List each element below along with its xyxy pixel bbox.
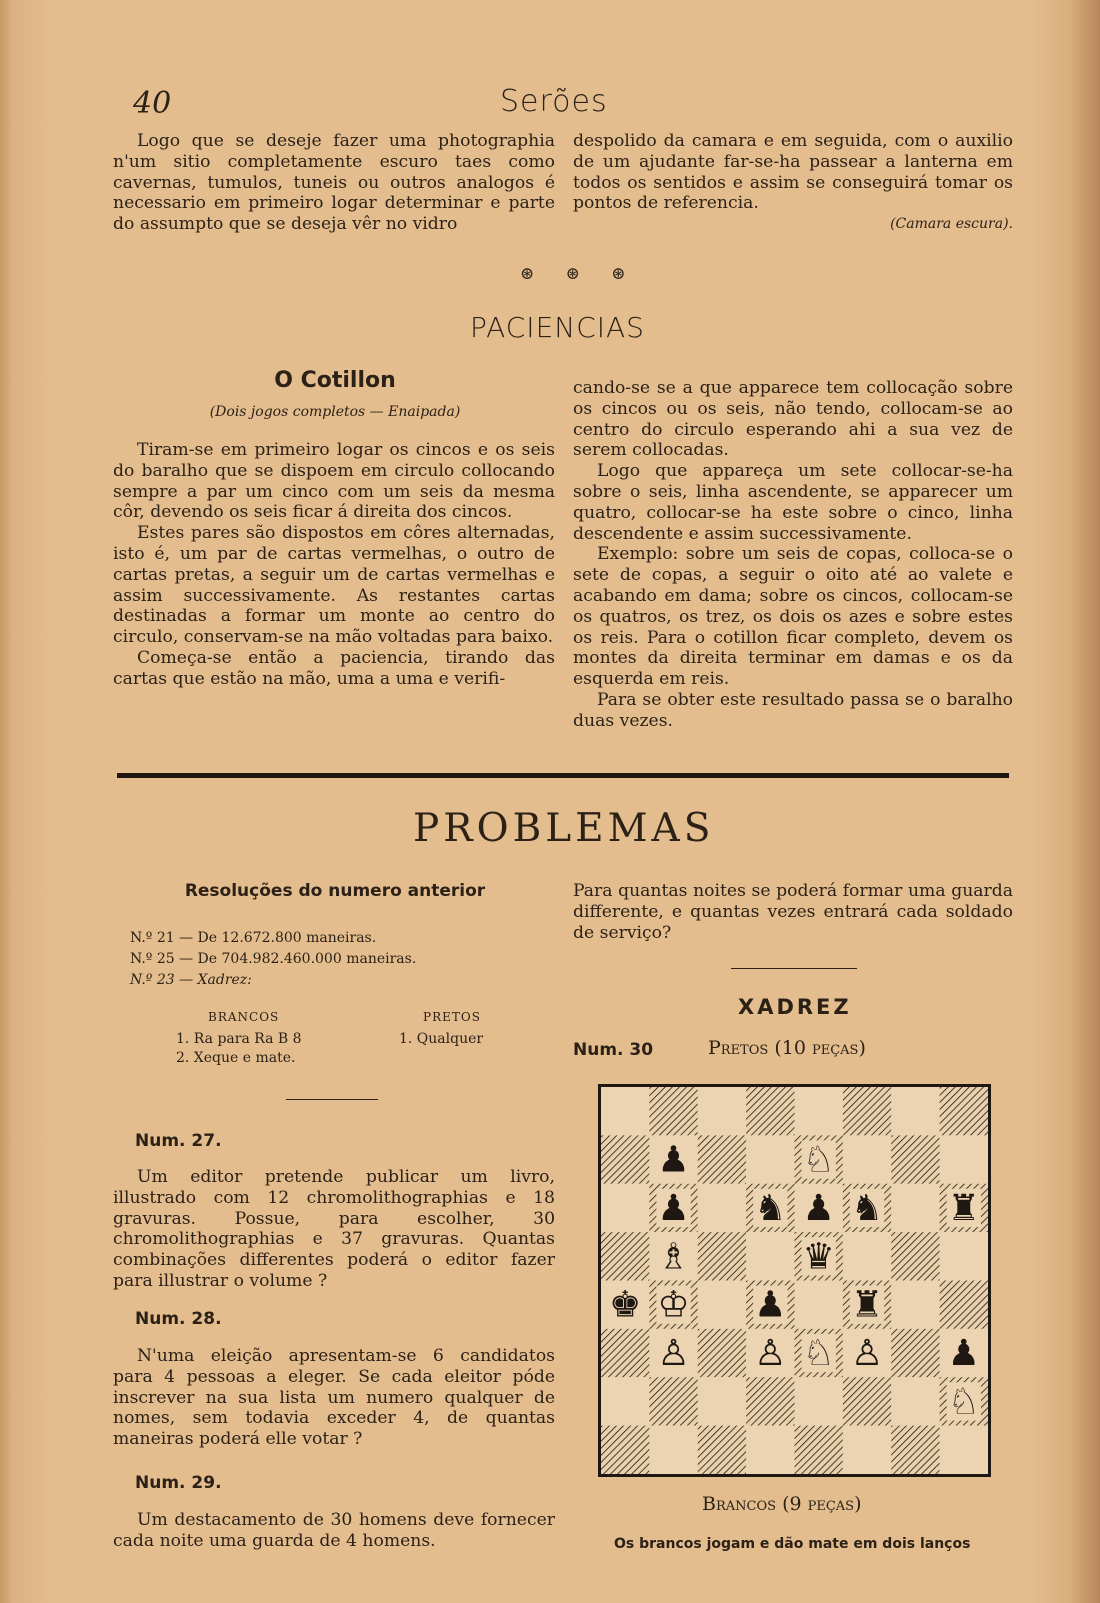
light-square <box>649 1426 697 1474</box>
black-rook-icon: ♜ <box>850 1284 884 1326</box>
dark-square <box>891 1232 939 1280</box>
dark-square <box>843 1087 891 1135</box>
light-square <box>601 1377 649 1425</box>
paragraph: Estes pares são dispostos em côres alternadas, isto é, um par de cartas vermelhas, o outro de cartas pretas, a seguir um de cartas vermelhas e assim successivamente. As restantes cartas destinadas a formar um monte ao centro do circulo, conservam-se na mão voltadas para baixo. <box>113 523 555 648</box>
problem-28-body: N'uma eleição apresentam-se 6 candidatos para 4 pessoas a eleger. Se cada eleitor póde inscrever na sua lista um numero qualquer de nomes, sem todavia exceder 4, de quantas maneiras poderá elle votar ? <box>113 1346 555 1450</box>
running-title: Serões <box>500 84 608 119</box>
light-square <box>698 1281 746 1329</box>
dark-square <box>601 1135 649 1183</box>
problem-27-label: Num. 27. <box>135 1131 222 1151</box>
brancos-label: BRANCOS <box>208 1010 280 1024</box>
black-pawn-icon: ♟ <box>802 1187 835 1229</box>
paragraph: cando-se se a que apparece tem collocação sobre os cincos ou os seis, não tendo, collocam-se ao centro do circulo esperando ahi a sua vez de serem collocadas. <box>573 378 1013 461</box>
light-square <box>698 1184 746 1232</box>
light-square <box>891 1087 939 1135</box>
problem-29-body: Um destacamento de 30 homens deve fornecer cada noite uma guarda de 4 homens. <box>113 1510 555 1551</box>
light-square <box>698 1377 746 1425</box>
paragraph: Exemplo: sobre um seis de copas, colloca-se o sete de copas, a seguir o oito até ao valete e acabando em dama; sobre os cincos, collocam-se os quatros, os trez, os dois os azes e sobre estes os reis. Para o cotillon ficar completo, devem os montes da direita terminar em damas e os da esquerda em reis. <box>573 544 1013 690</box>
section-ornament: ⊛ ⊛ ⊛ <box>520 264 639 284</box>
pretos-moves <box>399 1030 483 1049</box>
black-rook-icon: ♜ <box>947 1187 980 1229</box>
paragraph: Logo que appareça um sete collocar-se-ha sobre o seis, linha ascendente, se apparecer um quatro, collocar-se ha este sobre o cinco, linha descendente e assim successivamente. <box>573 461 1013 544</box>
white-knight-icon: ♘ <box>802 1333 835 1375</box>
intro-right-text: despolido da camara e em seguida, com o auxilio de um ajudante far-se-ha passear a lanterna em todos os sentidos e assim se conseguirá tomar os pontos de referencia. <box>573 131 1013 214</box>
dark-square <box>746 1377 794 1425</box>
dark-square <box>940 1281 988 1329</box>
intro-left-column <box>113 131 555 235</box>
brancos-moves <box>176 1030 302 1068</box>
chess-board-svg <box>601 1087 988 1474</box>
black-pawn-icon: ♟ <box>754 1284 787 1326</box>
solutions-list <box>130 928 550 991</box>
black-pawn-icon: ♟ <box>947 1333 980 1375</box>
pretos-label: PRETOS <box>423 1010 481 1024</box>
dark-square <box>891 1135 939 1183</box>
paciencias-left-column <box>113 440 555 690</box>
white-king-icon: ♔ <box>657 1284 690 1326</box>
light-square <box>891 1184 939 1232</box>
white-pawn-icon: ♙ <box>850 1333 884 1375</box>
light-square <box>940 1232 988 1280</box>
dark-square <box>601 1232 649 1280</box>
paragraph: Tiram-se em primeiro logar os cincos e os seis do baralho que se dispoem em circulo collocando sempre a par um cinco com um seis da mesma côr, devendo os seis ficar á direita dos cincos. <box>113 440 555 523</box>
dark-square <box>746 1087 794 1135</box>
paragraph: Para se obter este resultado passa se o baralho duas vezes. <box>573 689 1013 731</box>
pretos-count: Pretos (10 peças) <box>708 1037 866 1059</box>
white-pawn-icon: ♙ <box>657 1333 690 1375</box>
problem-28-label: Num. 28. <box>135 1309 222 1329</box>
dark-square <box>698 1426 746 1474</box>
black-queen-icon: ♛ <box>802 1236 835 1278</box>
brancos-count: Brancos (9 peças) <box>702 1493 862 1515</box>
solution-item: N.º 21 — De 12.672.800 maneiras. <box>130 930 377 946</box>
page-number: 40 <box>133 86 172 121</box>
chess-board <box>598 1084 991 1477</box>
article-title: O Cotillon <box>274 368 396 393</box>
white-knight-icon: ♘ <box>802 1139 835 1181</box>
light-square <box>843 1135 891 1183</box>
light-square <box>698 1087 746 1135</box>
problem-29-cont-body: Para quantas noites se poderá formar uma guarda differente, e quantas vezes entrará cada soldado de serviço? <box>573 881 1013 943</box>
section-divider <box>117 773 1009 778</box>
dark-square <box>649 1087 697 1135</box>
problem-27-body: Um editor pretende publicar um livro, illustrado com 12 chromolithographias e 18 gravuras. Possue, para escolher, 30 chromolithographias e 37 gravuras. Quantas combinações differentes poderá o editor fazer para illustrar o volume ? <box>113 1167 555 1291</box>
black-pawn-icon: ♟ <box>657 1139 690 1181</box>
intro-right-column <box>573 131 1013 235</box>
light-square <box>843 1232 891 1280</box>
move: 1. Qualquer <box>399 1031 484 1047</box>
move: 1. Ra para Ra B 8 <box>176 1031 302 1047</box>
black-pawn-icon: ♟ <box>657 1187 690 1229</box>
problem-29-label: Num. 29. <box>135 1473 222 1493</box>
black-king-icon: ♚ <box>609 1284 642 1326</box>
white-bishop-icon: ♗ <box>657 1236 690 1278</box>
divider <box>731 968 857 969</box>
dark-square <box>601 1426 649 1474</box>
dark-square <box>698 1232 746 1280</box>
problem-28-text <box>113 1346 555 1450</box>
dark-square <box>795 1426 843 1474</box>
white-knight-icon: ♘ <box>947 1381 980 1423</box>
problem-27-text <box>113 1167 555 1292</box>
light-square <box>940 1135 988 1183</box>
paciencias-right-column <box>573 378 1013 732</box>
xadrez-title: XADREZ <box>738 995 852 1019</box>
article-subtitle: (Dois jogos completos — Enaipada) <box>209 404 461 420</box>
problem-29-continuation <box>573 881 1013 943</box>
light-square <box>891 1377 939 1425</box>
problem-30-label: Num. 30 <box>573 1040 654 1060</box>
light-square <box>843 1426 891 1474</box>
dark-square <box>843 1377 891 1425</box>
dark-square <box>940 1087 988 1135</box>
light-square <box>746 1426 794 1474</box>
dark-square <box>698 1135 746 1183</box>
light-square <box>746 1135 794 1183</box>
light-square <box>746 1232 794 1280</box>
light-square <box>795 1281 843 1329</box>
solution-item: N.º 23 — Xadrez: <box>130 972 252 988</box>
resolucoes-title: Resoluções do numero anterior <box>184 881 486 901</box>
paragraph: Começa-se então a paciencia, tirando das cartas que estão na mão, uma a uma e verifi- <box>113 647 555 689</box>
section-heading-problemas: PROBLEMAS <box>413 806 715 851</box>
section-heading-paciencias: PACIENCIAS <box>470 311 645 344</box>
light-square <box>601 1087 649 1135</box>
dark-square <box>891 1426 939 1474</box>
dark-square <box>601 1329 649 1377</box>
problem-29-text <box>113 1510 555 1552</box>
solution-item: N.º 25 — De 704.982.460.000 maneiras. <box>130 951 417 967</box>
board-caption: Os brancos jogam e dão mate em dois lanços <box>614 1536 971 1552</box>
light-square <box>795 1377 843 1425</box>
dark-square <box>891 1329 939 1377</box>
black-knight-icon: ♞ <box>754 1187 787 1229</box>
white-pawn-icon: ♙ <box>754 1333 787 1375</box>
dark-square <box>649 1377 697 1425</box>
light-square <box>940 1426 988 1474</box>
move: 2. Xeque e mate. <box>176 1050 296 1066</box>
divider <box>286 1099 378 1100</box>
intro-left-text: Logo que se deseje fazer uma photographia n'um sitio completamente escuro taes como cavernas, tumulos, tuneis ou outros analogos é necessario em primeiro logar determinar e parte do assumpto que se deseja vêr no vidro <box>113 131 555 235</box>
light-square <box>601 1184 649 1232</box>
light-square <box>795 1087 843 1135</box>
light-square <box>891 1281 939 1329</box>
black-knight-icon: ♞ <box>850 1187 884 1229</box>
dark-square <box>698 1329 746 1377</box>
intro-source: (Camara escura). <box>890 216 1013 233</box>
